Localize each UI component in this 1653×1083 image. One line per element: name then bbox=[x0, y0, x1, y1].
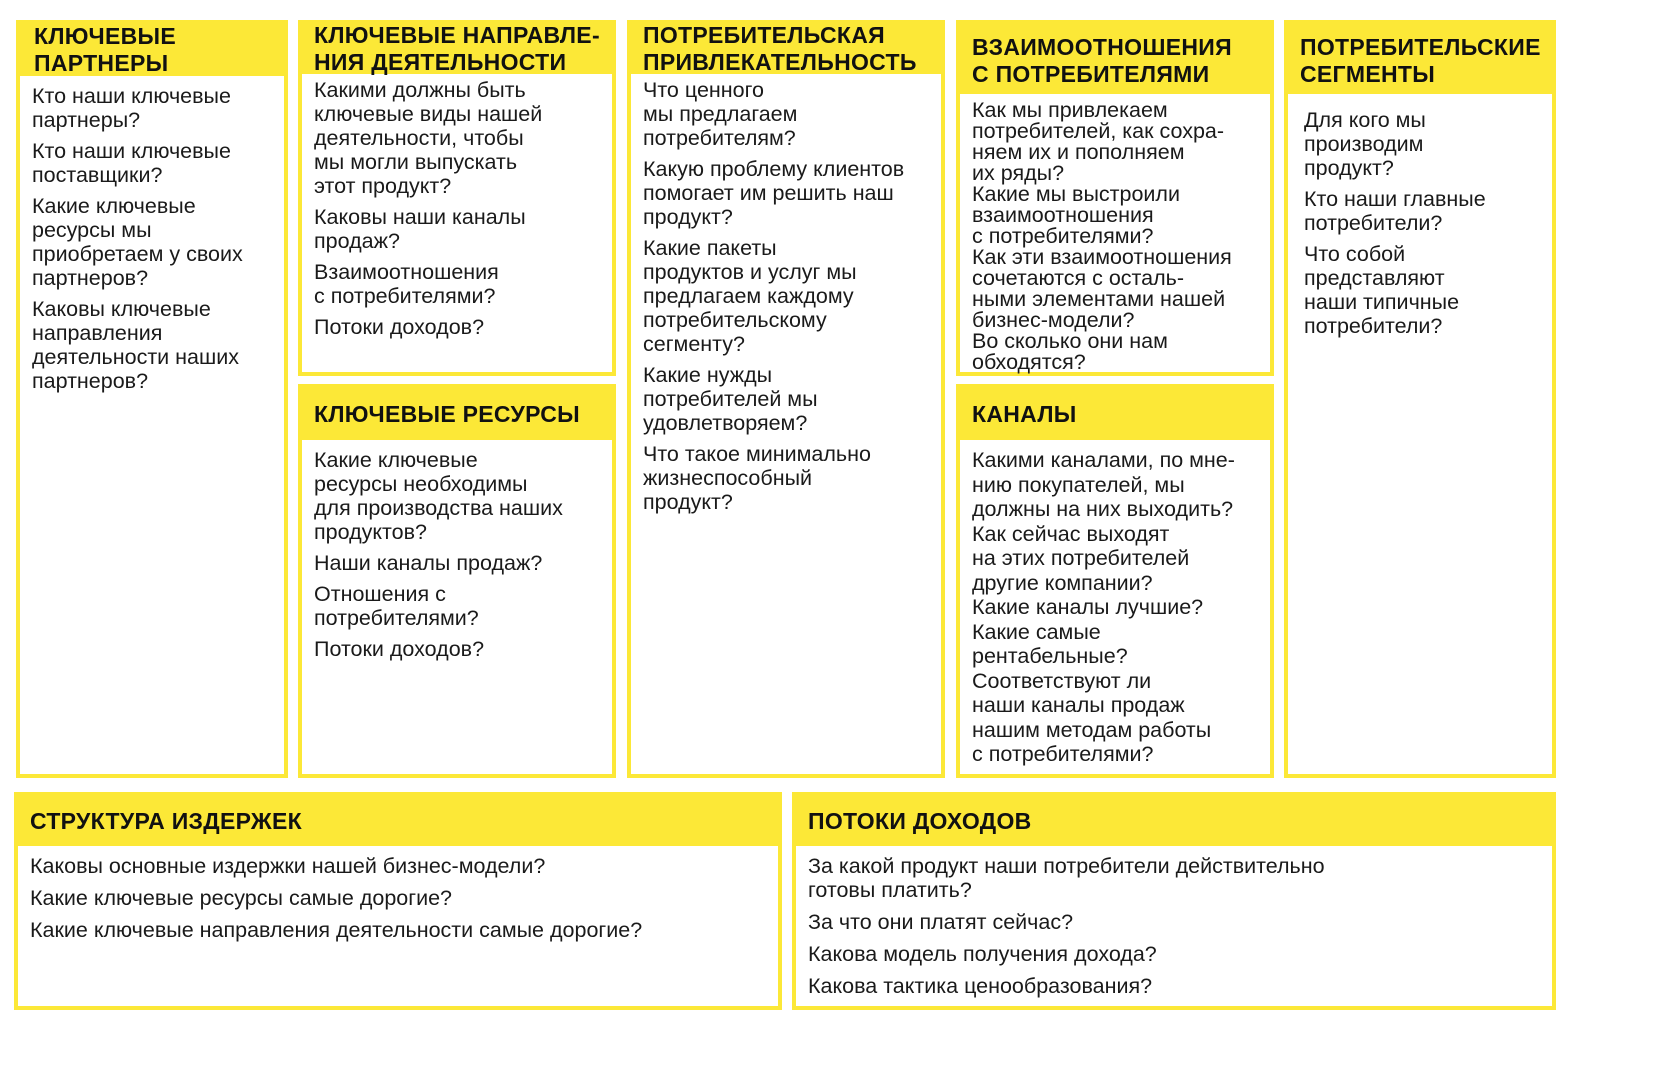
question: Что такое минимально жизнеспособный продукт? bbox=[643, 442, 871, 514]
question: Какие ключевые ресурсы самые дорогие? bbox=[30, 886, 453, 910]
question: Как эти взаимоотношения сочетаются с осталь- ными элементами нашей бизнес-модели? bbox=[972, 245, 1232, 332]
cost-structure-block bbox=[14, 792, 782, 1010]
key-resources-questions bbox=[302, 440, 612, 676]
channels-questions bbox=[960, 440, 1270, 775]
question: Что ценного мы предлагаем потребителям? bbox=[643, 78, 798, 150]
question: Что собой представляют наши типичные потребители? bbox=[1304, 242, 1460, 338]
key-resources-block bbox=[298, 384, 616, 778]
question: Какие самые рентабельные? bbox=[972, 619, 1128, 668]
question: Кто наши ключевые поставщики? bbox=[32, 139, 231, 187]
question: Какую проблему клиентов помогает им решить наш продукт? bbox=[643, 157, 905, 229]
question: Какова тактика ценообразования? bbox=[808, 974, 1153, 998]
question: Кто наши главные потребители? bbox=[1304, 187, 1486, 235]
question: Как мы привлекаем потребителей, как сохра- няем их и пополняем их ряды? bbox=[972, 98, 1225, 185]
question: Наши каналы продаж? bbox=[314, 551, 543, 575]
value-proposition-title: ПОТРЕБИТЕЛЬСКАЯ ПРИВЛЕКАТЕЛЬНОСТЬ bbox=[631, 24, 941, 74]
value-proposition-block bbox=[627, 20, 945, 778]
question: Каковы основные издержки нашей бизнес-модели? bbox=[30, 854, 546, 878]
question: Как сейчас выходят на этих потребителей другие компании? bbox=[972, 521, 1190, 595]
revenue-streams-questions bbox=[796, 846, 1552, 1014]
question: Во сколько они нам обходятся? bbox=[972, 329, 1168, 374]
question: Для кого мы производим продукт? bbox=[1304, 108, 1426, 180]
cost-structure-title: СТРУКТУРА ИЗДЕРЖЕК bbox=[18, 796, 778, 846]
customer-relationships-questions bbox=[960, 94, 1270, 381]
question: За что они платят сейчас? bbox=[808, 910, 1074, 934]
key-resources-title: КЛЮЧЕВЫЕ РЕСУРСЫ bbox=[302, 388, 612, 440]
question: Кто наши ключевые партнеры? bbox=[32, 84, 231, 132]
question: Каковы наши каналы продаж? bbox=[314, 205, 526, 253]
question: Потоки доходов? bbox=[314, 637, 485, 661]
question: Какие пакеты продуктов и услуг мы предлагаем каждому потребительскому сегменту? bbox=[643, 236, 857, 356]
question: Какие ключевые ресурсы мы приобретаем у своих партнеров? bbox=[32, 194, 243, 290]
cost-structure-questions bbox=[18, 846, 778, 958]
key-partners-questions bbox=[20, 76, 284, 408]
customer-relationships-title: ВЗАИМООТНОШЕНИЯ С ПОТРЕБИТЕЛЯМИ bbox=[960, 24, 1270, 94]
question: За какой продукт наши потребители действительно готовы платить? bbox=[808, 854, 1325, 902]
question: Какие мы выстроили взаимоотношения с потребителями? bbox=[972, 182, 1180, 248]
revenue-streams-title: ПОТОКИ ДОХОДОВ bbox=[796, 796, 1552, 846]
key-partners-title: КЛЮЧЕВЫЕ ПАРТНЕРЫ bbox=[20, 24, 284, 76]
question: Какими каналами, по мне- нию покупателей, мы должны на них выходить? bbox=[972, 448, 1235, 521]
key-partners-block bbox=[16, 20, 288, 778]
question: Каковы ключевые направления деятельности наших партнеров? bbox=[32, 297, 239, 393]
revenue-streams-block bbox=[792, 792, 1556, 1010]
question: Взаимоотношения с потребителями? bbox=[314, 260, 499, 308]
customer-segments-questions bbox=[1288, 94, 1552, 353]
key-activities-block bbox=[298, 20, 616, 376]
question: Какие ключевые ресурсы необходимы для производства наших продуктов? bbox=[314, 448, 563, 544]
question: Какие каналы лучшие? bbox=[972, 595, 1204, 619]
question: Какова модель получения дохода? bbox=[808, 942, 1157, 966]
customer-relationships-block bbox=[956, 20, 1274, 376]
question: Соответствуют ли наши каналы продаж нашим методам работы с потребителями? bbox=[972, 668, 1212, 766]
value-proposition-questions bbox=[631, 74, 941, 529]
question: Какие нужды потребителей мы удовлетворяем? bbox=[643, 363, 818, 435]
customer-segments-title: ПОТРЕБИТЕЛЬСКИЕ СЕГМЕНТЫ bbox=[1288, 24, 1552, 94]
customer-segments-block bbox=[1284, 20, 1556, 778]
question: Потоки доходов? bbox=[314, 315, 485, 339]
channels-block bbox=[956, 384, 1274, 778]
key-activities-title: КЛЮЧЕВЫЕ НАПРАВЛЕ- НИЯ ДЕЯТЕЛЬНОСТИ bbox=[302, 24, 612, 74]
channels-title: КАНАЛЫ bbox=[960, 388, 1270, 440]
question: Какие ключевые направления деятельности самые дорогие? bbox=[30, 918, 643, 942]
key-activities-questions bbox=[302, 74, 612, 354]
question: Отношения с потребителями? bbox=[314, 582, 479, 630]
question: Какими должны быть ключевые виды нашей деятельности, чтобы мы могли выпускать этот продукт? bbox=[314, 78, 543, 198]
